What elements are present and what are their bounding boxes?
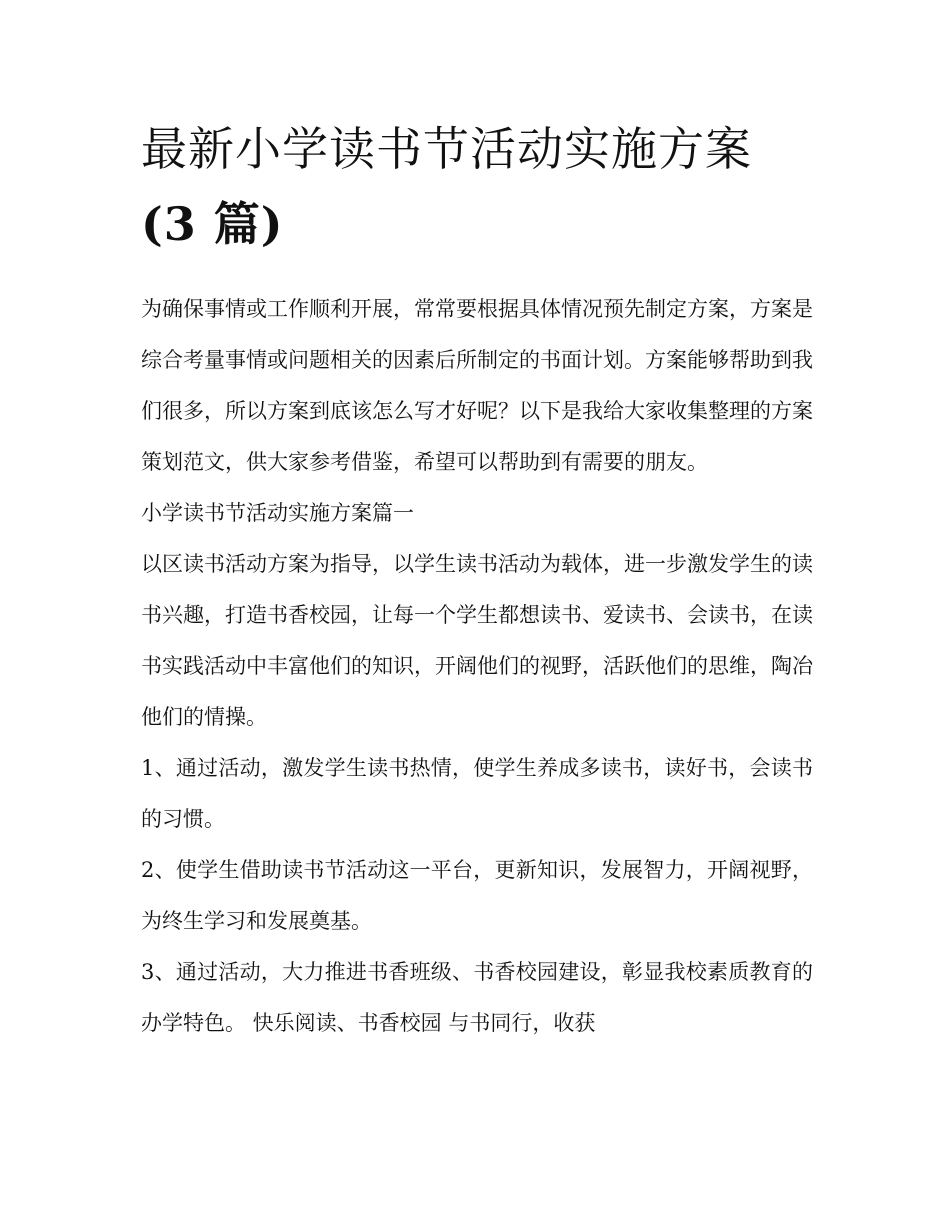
list-item: 2、使学生借助读书节活动这一平台，更新知识，发展智力，开阔视野，为终生学习和发展奠基。: [141, 858, 813, 933]
title-line-2: (3 篇): [141, 197, 284, 251]
list-item: 3、通过活动，大力推进书香班级、书香校园建设，彰显我校素质教育的办学特色。 快乐阅读、书香校园 与书同行，收获: [141, 960, 813, 1035]
list-item: 1、通过活动，激发学生读书热情，使学生养成多读书，读好书，会读书的习惯。: [141, 756, 813, 831]
document-body: [141, 284, 813, 1049]
section-heading: 小学读书节活动实施方案篇一: [141, 501, 414, 525]
title-line-1: 最新小学读书节活动实施方案: [141, 122, 752, 176]
document-title: [141, 112, 813, 262]
section-intro-paragraph: 以区读书活动方案为指导，以学生读书活动为载体，进一步激发学生的读书兴趣，打造书香校园，让每一个学生都想读书、爱读书、会读书，在读书实践活动中丰富他们的知识，开阔他们的视野，活跃他们的思维，陶冶他们的情操。: [141, 552, 813, 729]
document-page: [141, 112, 813, 1049]
intro-paragraph: 为确保事情或工作顺利开展，常常要根据具体情况预先制定方案，方案是综合考量事情或问题相关的因素后所制定的书面计划。方案能够帮助到我们很多，所以方案到底该怎么写才好呢？以下是我给大家收集整理的方案策划范文，供大家参考借鉴，希望可以帮助到有需要的朋友。: [141, 297, 813, 474]
